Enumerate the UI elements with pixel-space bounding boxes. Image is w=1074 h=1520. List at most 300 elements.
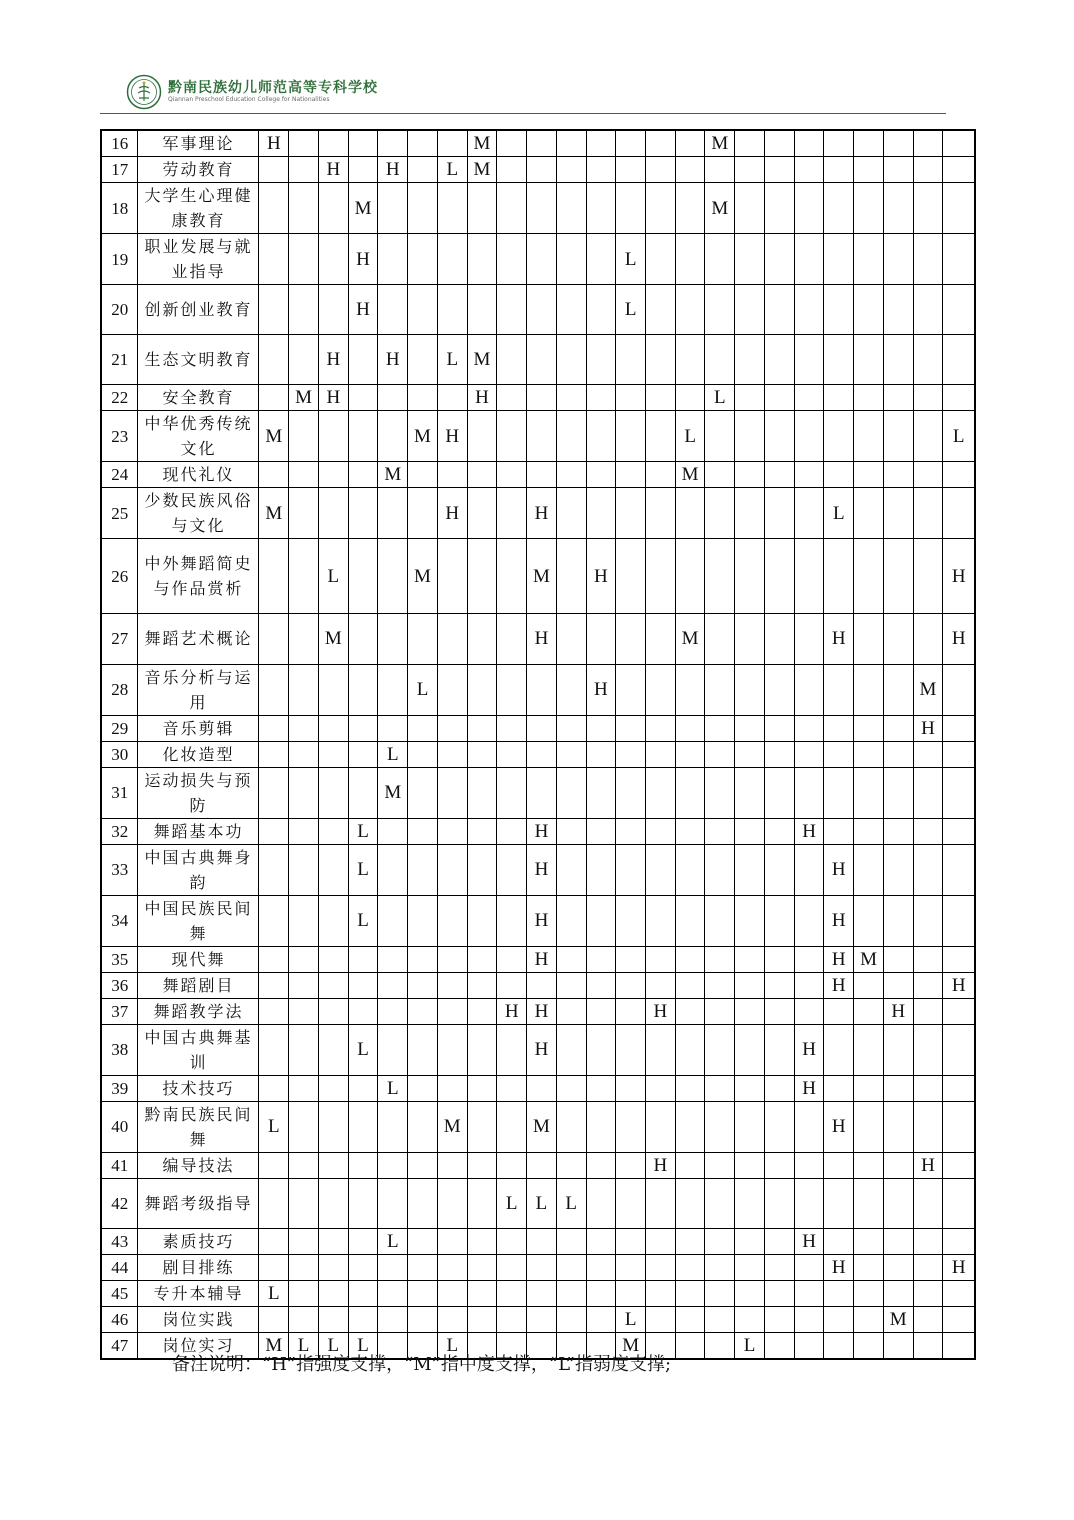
support-cell — [289, 1178, 319, 1228]
support-cell — [646, 1075, 676, 1101]
support-cell — [318, 895, 348, 946]
support-cell — [794, 157, 824, 183]
support-cell — [556, 1254, 586, 1280]
table-row — [101, 1228, 975, 1254]
support-cell — [735, 1152, 765, 1178]
support-cell — [883, 1228, 913, 1254]
support-cell — [348, 767, 378, 818]
support-cell — [705, 335, 735, 385]
support-cell — [289, 1075, 319, 1101]
support-cell: L — [675, 411, 705, 462]
support-cell — [824, 741, 854, 767]
support-cell — [408, 1228, 438, 1254]
support-cell: H — [824, 1101, 854, 1152]
support-cell — [527, 715, 557, 741]
support-cell — [497, 1075, 527, 1101]
support-cell — [735, 767, 765, 818]
support-cell — [497, 614, 527, 664]
support-cell — [883, 335, 913, 385]
support-cell — [854, 1178, 884, 1228]
support-cell — [378, 1280, 408, 1306]
support-cell — [556, 234, 586, 285]
support-cell — [883, 767, 913, 818]
table-row — [101, 998, 975, 1024]
support-cell — [675, 234, 705, 285]
support-cell: L — [705, 385, 735, 411]
support-cell: L — [437, 335, 467, 385]
support-cell — [735, 998, 765, 1024]
support-cell — [467, 1075, 497, 1101]
support-cell — [735, 1101, 765, 1152]
support-cell — [764, 488, 794, 539]
support-cell — [854, 1254, 884, 1280]
course-name: 中国民族民间舞 — [138, 895, 259, 946]
support-cell: H — [527, 614, 557, 664]
support-cell — [616, 1178, 646, 1228]
support-cell — [675, 1306, 705, 1332]
support-cell — [527, 741, 557, 767]
support-cell — [794, 1101, 824, 1152]
table-row — [101, 234, 975, 285]
support-cell — [527, 335, 557, 385]
support-cell — [378, 234, 408, 285]
support-cell — [913, 130, 943, 157]
support-cell — [735, 285, 765, 335]
support-cell — [764, 1306, 794, 1332]
support-cell — [883, 1332, 913, 1359]
row-number: 16 — [101, 130, 138, 157]
support-cell — [883, 818, 913, 844]
support-cell — [675, 715, 705, 741]
support-cell: H — [794, 1228, 824, 1254]
support-cell — [735, 1228, 765, 1254]
support-cell — [764, 285, 794, 335]
support-cell — [527, 1280, 557, 1306]
support-cell — [675, 767, 705, 818]
support-cell — [437, 1280, 467, 1306]
course-name: 舞蹈考级指导 — [138, 1178, 259, 1228]
support-cell — [527, 767, 557, 818]
support-cell — [378, 1152, 408, 1178]
support-cell — [794, 844, 824, 895]
support-cell — [854, 1152, 884, 1178]
support-cell — [883, 411, 913, 462]
support-cell — [705, 488, 735, 539]
support-cell — [527, 1075, 557, 1101]
support-cell — [556, 818, 586, 844]
support-cell — [735, 411, 765, 462]
support-cell — [289, 972, 319, 998]
support-cell — [586, 998, 616, 1024]
support-cell — [318, 1280, 348, 1306]
support-cell — [408, 946, 438, 972]
support-cell — [556, 844, 586, 895]
support-cell: H — [527, 895, 557, 946]
support-cell — [705, 234, 735, 285]
support-cell — [408, 1075, 438, 1101]
support-cell — [794, 183, 824, 234]
course-name: 舞蹈艺术概论 — [138, 614, 259, 664]
support-cell: H — [527, 488, 557, 539]
support-cell — [556, 411, 586, 462]
support-cell: M — [467, 335, 497, 385]
support-cell — [378, 972, 408, 998]
support-cell — [675, 1178, 705, 1228]
support-cell — [794, 462, 824, 488]
support-cell: H — [259, 130, 289, 157]
support-cell — [497, 741, 527, 767]
support-cell — [705, 767, 735, 818]
support-cell — [467, 1152, 497, 1178]
support-cell — [794, 715, 824, 741]
support-cell — [497, 1306, 527, 1332]
support-cell — [556, 1228, 586, 1254]
support-cell — [348, 1178, 378, 1228]
support-cell — [616, 741, 646, 767]
row-number: 25 — [101, 488, 138, 539]
support-cell — [616, 183, 646, 234]
support-cell: M — [675, 614, 705, 664]
support-cell — [913, 1101, 943, 1152]
support-cell — [467, 767, 497, 818]
table-row — [101, 1152, 975, 1178]
support-cell — [318, 818, 348, 844]
support-cell — [764, 1101, 794, 1152]
support-cell — [646, 664, 676, 715]
table-row — [101, 1254, 975, 1280]
course-name: 中国古典舞基训 — [138, 1024, 259, 1075]
course-name: 中华优秀传统文化 — [138, 411, 259, 462]
support-cell — [259, 1228, 289, 1254]
support-cell — [913, 818, 943, 844]
course-name: 劳动教育 — [138, 157, 259, 183]
support-cell — [289, 539, 319, 614]
support-cell — [437, 462, 467, 488]
support-cell: L — [616, 234, 646, 285]
support-cell — [824, 1332, 854, 1359]
support-cell — [556, 157, 586, 183]
support-cell — [854, 130, 884, 157]
support-cell — [646, 335, 676, 385]
support-cell — [646, 1101, 676, 1152]
row-number: 22 — [101, 385, 138, 411]
support-cell — [943, 1024, 975, 1075]
row-number: 32 — [101, 818, 138, 844]
support-cell — [467, 844, 497, 895]
support-cell — [586, 157, 616, 183]
support-cell — [556, 998, 586, 1024]
support-cell: L — [408, 664, 438, 715]
support-cell — [824, 335, 854, 385]
support-cell — [883, 1075, 913, 1101]
school-name-en: Qiannan Preschool Education College for Nationalities — [168, 96, 330, 103]
support-cell — [586, 844, 616, 895]
support-cell — [348, 1101, 378, 1152]
table-row — [101, 844, 975, 895]
support-cell — [556, 767, 586, 818]
support-cell — [437, 895, 467, 946]
support-cell — [883, 664, 913, 715]
support-cell — [705, 946, 735, 972]
support-cell — [943, 1280, 975, 1306]
support-cell — [705, 411, 735, 462]
support-cell — [378, 1254, 408, 1280]
support-cell — [437, 715, 467, 741]
support-cell: L — [348, 818, 378, 844]
support-cell — [318, 1178, 348, 1228]
support-cell — [705, 614, 735, 664]
support-cell — [705, 664, 735, 715]
support-cell — [348, 715, 378, 741]
support-cell — [289, 1152, 319, 1178]
support-cell — [735, 741, 765, 767]
support-cell — [735, 385, 765, 411]
support-cell — [646, 285, 676, 335]
support-cell — [437, 1024, 467, 1075]
support-cell — [943, 1228, 975, 1254]
support-cell — [824, 411, 854, 462]
support-cell — [378, 539, 408, 614]
course-name: 中外舞蹈简史与作品赏析 — [138, 539, 259, 614]
support-cell — [556, 946, 586, 972]
support-cell — [348, 488, 378, 539]
support-cell — [318, 183, 348, 234]
support-cell — [616, 1101, 646, 1152]
support-cell — [675, 664, 705, 715]
support-cell — [824, 234, 854, 285]
support-cell: H — [913, 1152, 943, 1178]
support-cell — [705, 844, 735, 895]
support-cell: H — [824, 844, 854, 895]
support-cell: L — [616, 285, 646, 335]
school-name-cn: 黔南民族幼儿师范高等专科学校 — [168, 80, 378, 96]
support-cell — [824, 1075, 854, 1101]
support-cell — [437, 844, 467, 895]
support-cell — [913, 285, 943, 335]
support-cell — [616, 664, 646, 715]
support-cell: L — [289, 1332, 319, 1359]
support-cell — [913, 411, 943, 462]
support-cell: M — [259, 1332, 289, 1359]
support-cell — [586, 1280, 616, 1306]
row-number: 31 — [101, 767, 138, 818]
support-cell — [735, 539, 765, 614]
support-cell — [259, 1306, 289, 1332]
support-cell — [527, 972, 557, 998]
table-row — [101, 462, 975, 488]
support-cell — [289, 488, 319, 539]
support-cell — [794, 1306, 824, 1332]
support-cell: M — [467, 157, 497, 183]
row-number: 35 — [101, 946, 138, 972]
support-cell — [675, 183, 705, 234]
support-cell — [408, 285, 438, 335]
support-cell: M — [378, 767, 408, 818]
support-cell — [675, 539, 705, 614]
support-cell — [943, 1101, 975, 1152]
support-cell — [854, 818, 884, 844]
support-cell: L — [259, 1280, 289, 1306]
support-cell — [556, 539, 586, 614]
support-cell — [646, 462, 676, 488]
support-cell — [556, 1101, 586, 1152]
support-cell — [318, 411, 348, 462]
support-cell — [824, 157, 854, 183]
support-cell — [348, 385, 378, 411]
support-cell — [348, 946, 378, 972]
support-cell — [259, 234, 289, 285]
support-cell: M — [705, 183, 735, 234]
support-cell — [943, 285, 975, 335]
support-cell — [913, 1306, 943, 1332]
support-cell — [943, 1152, 975, 1178]
support-cell — [378, 488, 408, 539]
support-cell — [408, 385, 438, 411]
support-cell — [794, 1280, 824, 1306]
support-cell: M — [437, 1101, 467, 1152]
row-number: 18 — [101, 183, 138, 234]
row-number: 41 — [101, 1152, 138, 1178]
support-cell — [378, 664, 408, 715]
support-cell — [913, 462, 943, 488]
support-cell — [556, 1306, 586, 1332]
support-cell — [675, 972, 705, 998]
support-cell — [854, 539, 884, 614]
support-cell: H — [824, 895, 854, 946]
support-cell — [705, 539, 735, 614]
support-cell — [616, 1254, 646, 1280]
support-cell — [467, 183, 497, 234]
course-name: 中国古典舞身韵 — [138, 844, 259, 895]
support-cell — [705, 818, 735, 844]
support-cell — [854, 1228, 884, 1254]
support-cell — [408, 234, 438, 285]
support-cell: H — [794, 818, 824, 844]
support-cell: L — [348, 844, 378, 895]
support-cell — [318, 285, 348, 335]
support-cell — [289, 462, 319, 488]
support-cell — [883, 488, 913, 539]
support-cell — [408, 1152, 438, 1178]
support-cell — [646, 1306, 676, 1332]
support-cell — [735, 157, 765, 183]
support-cell — [408, 998, 438, 1024]
support-cell — [824, 1024, 854, 1075]
row-number: 42 — [101, 1178, 138, 1228]
support-cell — [883, 1101, 913, 1152]
support-cell — [408, 130, 438, 157]
support-cell — [408, 972, 438, 998]
support-cell — [764, 844, 794, 895]
support-cell — [318, 1024, 348, 1075]
support-cell: H — [348, 234, 378, 285]
support-cell: M — [467, 130, 497, 157]
support-cell — [586, 1228, 616, 1254]
row-number: 37 — [101, 998, 138, 1024]
support-cell — [883, 741, 913, 767]
support-cell — [646, 1178, 676, 1228]
support-cell — [764, 335, 794, 385]
row-number: 39 — [101, 1075, 138, 1101]
page-header — [126, 74, 386, 114]
support-cell — [943, 946, 975, 972]
support-cell — [646, 539, 676, 614]
course-name: 素质技巧 — [138, 1228, 259, 1254]
support-cell — [675, 741, 705, 767]
support-cell — [289, 157, 319, 183]
support-cell — [854, 972, 884, 998]
support-cell — [705, 285, 735, 335]
support-cell — [348, 335, 378, 385]
support-cell — [497, 183, 527, 234]
support-cell — [318, 130, 348, 157]
support-cell: L — [556, 1178, 586, 1228]
support-cell: L — [318, 1332, 348, 1359]
support-cell — [883, 1024, 913, 1075]
support-cell — [289, 1306, 319, 1332]
support-cell — [527, 1152, 557, 1178]
support-cell — [497, 946, 527, 972]
support-cell — [824, 1228, 854, 1254]
course-name: 大学生心理健康教育 — [138, 183, 259, 234]
support-cell — [259, 1024, 289, 1075]
support-cell: M — [348, 183, 378, 234]
support-cell — [735, 335, 765, 385]
support-cell — [824, 539, 854, 614]
support-cell — [883, 715, 913, 741]
support-cell — [467, 1228, 497, 1254]
support-cell — [646, 818, 676, 844]
support-cell — [646, 411, 676, 462]
course-name: 舞蹈剧目 — [138, 972, 259, 998]
support-cell — [616, 1228, 646, 1254]
support-cell — [913, 1254, 943, 1280]
support-cell — [289, 285, 319, 335]
support-cell — [318, 1075, 348, 1101]
support-cell — [646, 488, 676, 539]
support-cell — [883, 614, 913, 664]
support-cell — [616, 998, 646, 1024]
support-cell — [497, 664, 527, 715]
support-cell — [913, 1178, 943, 1228]
support-cell: H — [794, 1075, 824, 1101]
support-cell — [646, 844, 676, 895]
support-cell — [913, 895, 943, 946]
support-cell — [259, 664, 289, 715]
support-cell — [913, 234, 943, 285]
support-cell — [794, 972, 824, 998]
support-cell — [913, 157, 943, 183]
support-cell — [794, 411, 824, 462]
course-name: 专升本辅导 — [138, 1280, 259, 1306]
support-cell — [437, 664, 467, 715]
support-cell — [586, 1101, 616, 1152]
support-cell: H — [883, 998, 913, 1024]
support-cell — [378, 946, 408, 972]
support-cell — [378, 818, 408, 844]
support-cell — [527, 1306, 557, 1332]
support-cell — [289, 818, 319, 844]
support-cell — [467, 488, 497, 539]
support-cell — [408, 1254, 438, 1280]
table-row — [101, 488, 975, 539]
support-cell — [883, 539, 913, 614]
support-cell: H — [437, 488, 467, 539]
row-number: 46 — [101, 1306, 138, 1332]
support-cell — [913, 767, 943, 818]
support-cell: H — [913, 715, 943, 741]
support-cell — [289, 234, 319, 285]
